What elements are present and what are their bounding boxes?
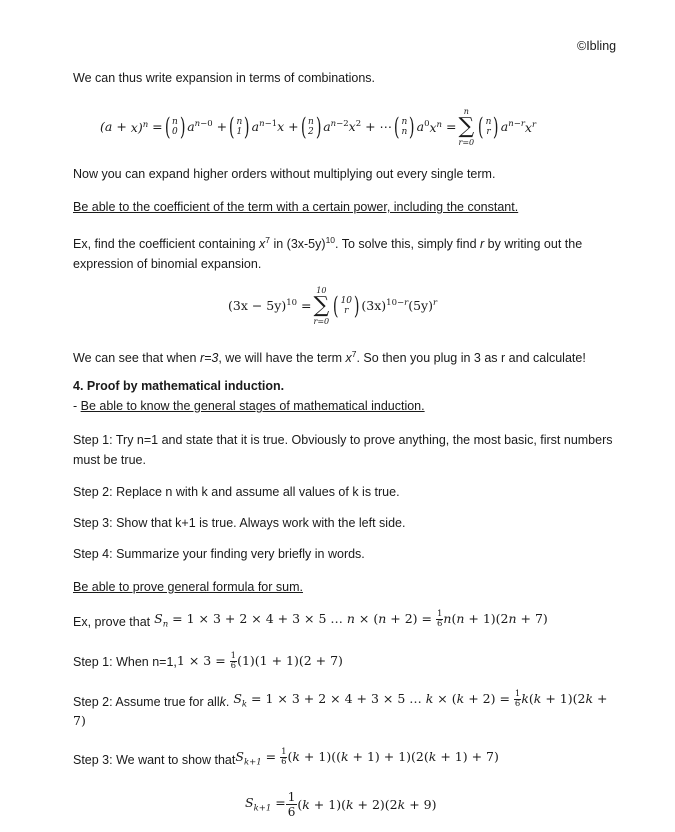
proof-step-3-simplified: $S_{k+1}$ = $\frac{1}{6}$ (k + 1)(k + 2)(2k + 9) [245,790,437,819]
proof-example: Ex, prove that $S_n = 1 \times 3 + 2 \times 4 + 3 \times 5$ … n × (n + 2) = $\frac{1}{6}$ n(n + 1)(2n + 7) [73,609,548,630]
step-4: Step 4: Summarize your finding very briefly in words. [73,547,365,561]
proof-step-3: Step 3: We want to show that $S_{k+1}$ = $\frac{1}{6}$ (k + 1)((k + 1) + 1)(2(k + 1) + 7) [73,747,499,768]
prove-formula-objective: Be able to prove general formula for sum. [73,580,303,594]
example-binomial-formula: $(3x - 5y)^{10}$ = 10 ∑ r=0 ( 10 r ) $(3x)^{10-r}(5y)^r$ [228,286,438,326]
induction-stages-objective: - Be able to know the general stages of mathematical induction. [73,399,425,413]
proof-step-2-continued: 7) [73,713,86,728]
proof-step-2: Step 2: Assume true for all k . $S_k = 1 \times 3 + 2 \times 4 + 3 \times 5$ … k × (k + 2) = $\frac{1}{6}$ k(k + 1)(2k + [73,689,608,710]
binomial-expansion-formula: $(a + x)^n$ = ( n 0 ) $a^{n-0}$ + ( n 1 ) $a^{n-1}x$ + ( n 2 ) $a^{n-2}x^2$ + ⋯ ( n n ) $a^0x^n$ = n ∑ r=0 ( n r ) $a^{n-r}x^r$ [100,107,537,147]
intro-paragraph: We can thus write expansion in terms of combinations. [73,71,375,85]
step-3: Step 3: Show that k+1 is true. Always work with the left side. [73,516,406,530]
section-heading: 4. Proof by mathematical induction. [73,379,285,393]
copyright-label: ©Ibling [577,39,617,53]
proof-step-1: Step 1: When n=1, 1 × 3 = $\frac{1}{6}$ (1)(1 + 1)(2 + 7) [73,651,343,671]
step-2: Step 2: Replace n with k and assume all values of k is true. [73,485,400,499]
step-1: Step 1: Try n=1 and state that it is true. Obviously to prove anything, the most basic, first numbers must be true. [73,433,613,467]
coefficient-objective: Be able to the coefficient of the term with a certain power, including the constant. [73,200,519,214]
example-coefficient: Ex, find the coefficient containing $x^7$ in $(3x-5y)^{10}$. To solve this, simply find r by writing out the expression of binomial expansion. [73,235,583,272]
expand-paragraph: Now you can expand higher orders without multiplying out every single term. [73,167,496,181]
result-paragraph: We can see that when r=3, we will have the term $x^7$. So then you plug in 3 as r and calculate! [73,349,586,366]
